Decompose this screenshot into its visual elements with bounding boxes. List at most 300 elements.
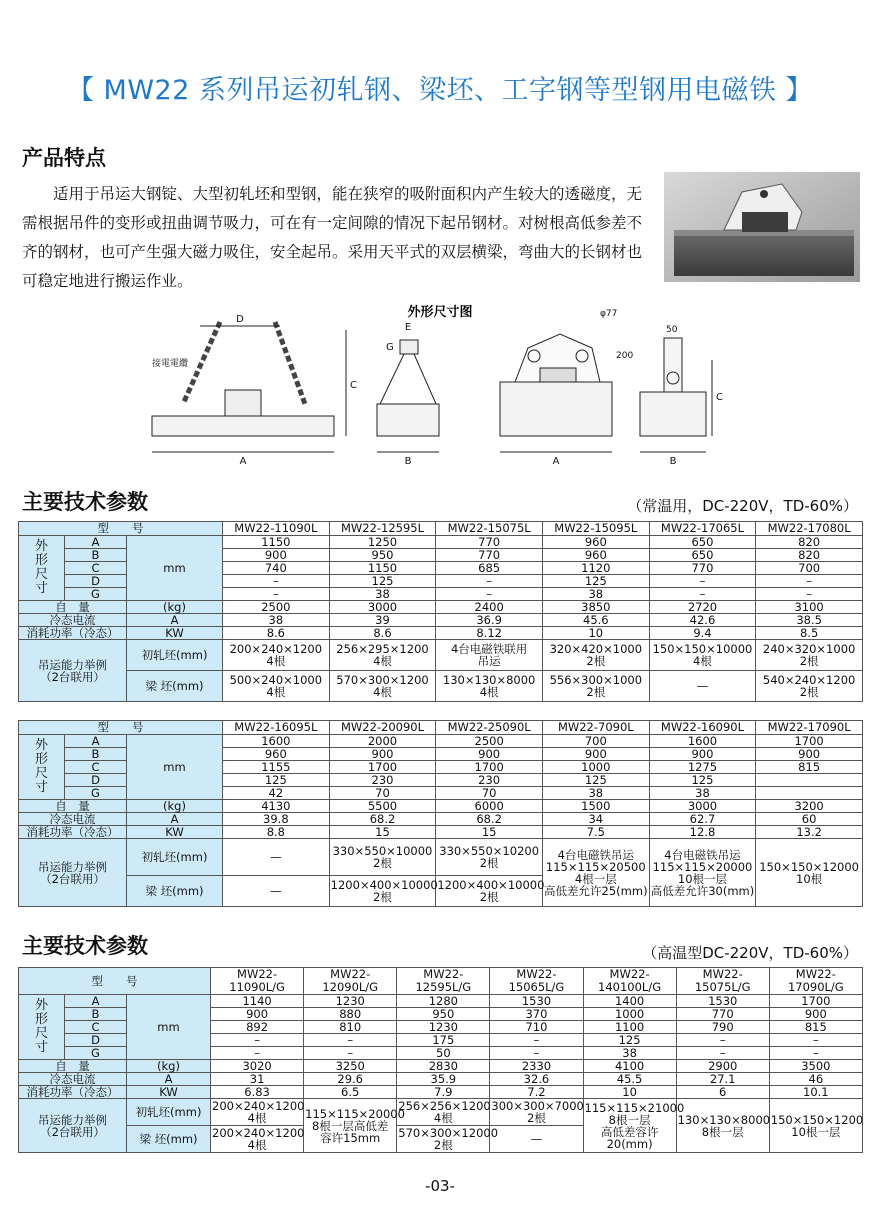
label-a-1: A: [239, 456, 247, 467]
cell: 38: [583, 1047, 676, 1060]
cell: 2830: [397, 1060, 490, 1073]
cell: 13.2: [756, 826, 863, 839]
cell: 31: [211, 1073, 304, 1086]
cell: 1230: [397, 1021, 490, 1034]
cell: 34: [542, 813, 649, 826]
label-c-2: C: [716, 392, 723, 403]
lift-cell: 115×115×20000 8根一层高低差 容许15mm: [304, 1099, 397, 1153]
dims-label: 外形尺寸: [19, 995, 65, 1060]
cell: 3200: [756, 800, 863, 813]
table-row: [19, 826, 863, 839]
cell: 50: [397, 1047, 490, 1060]
cell: 1000: [542, 761, 649, 774]
cell: [756, 787, 863, 800]
cell: 42.6: [649, 614, 756, 627]
cell: 710: [490, 1021, 583, 1034]
current-unit: A: [127, 614, 223, 627]
lift-cell: [542, 839, 649, 907]
cell: –: [769, 1047, 862, 1060]
cell: 1700: [329, 761, 436, 774]
cell: 685: [436, 562, 543, 575]
lifting-label: 吊运能力举例（2台联用）: [19, 839, 127, 907]
cell: 29.6: [304, 1073, 397, 1086]
cell: 32.6: [490, 1073, 583, 1086]
cell: 1140: [211, 995, 304, 1008]
current-label: 冷态电流: [19, 1073, 127, 1086]
lift-cell: 240×320×1000 2根: [756, 640, 863, 671]
dim-row-label: A: [65, 536, 127, 549]
section2-condition: （高温型DC-220V，TD-60%）: [642, 944, 858, 962]
table-row: [19, 522, 863, 536]
dim-row-label: C: [65, 562, 127, 575]
cable-label: 接電電纜: [152, 359, 189, 369]
cell: 2900: [676, 1060, 769, 1073]
model-cell: MW22-16090L: [649, 721, 756, 735]
cell: 1530: [490, 995, 583, 1008]
cell: 9.4: [649, 627, 756, 640]
table-row: [19, 671, 863, 702]
cell: –: [769, 1034, 862, 1047]
cell: 900: [769, 1008, 862, 1021]
model-cell: MW22-140100L/G: [583, 968, 676, 995]
features-text: [22, 180, 650, 296]
cell: 3100: [756, 601, 863, 614]
lift-cell: 540×240×1200 2根: [756, 671, 863, 702]
page-title: 【 MW22 系列吊运初轧钢、梁坯、工字钢等型钢用电磁铁 】: [66, 75, 814, 106]
cell: 10: [542, 627, 649, 640]
label-b-2: B: [669, 456, 677, 467]
cell: 8.8: [223, 826, 330, 839]
dims-unit: mm: [127, 536, 223, 601]
section2-heading: 主要技术参数: [22, 934, 148, 958]
lift-cell: 330×550×10200 2根: [436, 839, 543, 876]
label-d: D: [236, 314, 244, 325]
dim-row-label: A: [65, 995, 127, 1008]
model-cell: MW22-20090L: [329, 721, 436, 735]
cell: 1100: [583, 1021, 676, 1034]
cell: 45.6: [542, 614, 649, 627]
cell: 900: [649, 748, 756, 761]
cell: 3000: [329, 601, 436, 614]
cell: 960: [223, 748, 330, 761]
dims-label: 外形尺寸: [19, 735, 65, 800]
cell: 1155: [223, 761, 330, 774]
model-cell: MW22-17090L/G: [769, 968, 862, 995]
power-label: 消耗功率（冷态）: [19, 627, 127, 640]
current-unit: A: [127, 813, 223, 826]
cell: 38: [223, 614, 330, 627]
table-row: [19, 995, 863, 1008]
cell: 1250: [329, 536, 436, 549]
dims-label: 外形尺寸: [19, 536, 65, 601]
dim-phi77: φ77: [600, 309, 618, 319]
cell: 230: [329, 774, 436, 787]
dims-unit: mm: [127, 735, 223, 800]
table-row: [19, 735, 863, 748]
weight-unit: (kg): [127, 1060, 211, 1073]
cell: 770: [436, 549, 543, 562]
cell: 1230: [304, 995, 397, 1008]
label-b-1: B: [404, 456, 412, 467]
model-cell: MW22-12090L/G: [304, 968, 397, 995]
cell: 820: [756, 536, 863, 549]
drawings-title: 外形尺寸图: [407, 305, 473, 320]
table-row: [19, 614, 863, 627]
cell: 2330: [490, 1060, 583, 1073]
lift-lines: 高低差允许30(mm): [650, 883, 755, 898]
cell: 790: [676, 1021, 769, 1034]
lift-cell: 1200×400×10000 2根: [436, 876, 543, 907]
current-unit: A: [127, 1073, 211, 1086]
cell: –: [756, 588, 863, 601]
table-row: [19, 601, 863, 614]
lift-cell: 150×150×10000 4根: [649, 640, 756, 671]
cell: –: [223, 588, 330, 601]
dim-row-label: B: [65, 549, 127, 562]
cell: 3020: [211, 1060, 304, 1073]
cell: 900: [211, 1008, 304, 1021]
cell: 7.9: [397, 1086, 490, 1099]
cell: 68.2: [329, 813, 436, 826]
table-row: [19, 1060, 863, 1073]
weight-unit: (kg): [127, 601, 223, 614]
cell: 10: [583, 1086, 676, 1099]
lift-cell: —: [223, 839, 330, 876]
cell: –: [490, 1034, 583, 1047]
lift-lines: 高低差允许25(mm): [544, 883, 648, 898]
lift-cell: 115×115×21000 8根一层 高低差容许20(mm): [584, 1100, 685, 1151]
lift-cell: 1200×400×10000 2根: [329, 876, 436, 907]
power-label: 消耗功率（冷态）: [19, 1086, 127, 1099]
cell: 6000: [436, 800, 543, 813]
dims-unit: mm: [127, 995, 211, 1060]
model-cell: MW22-17080L: [756, 522, 863, 536]
cell: 892: [211, 1021, 304, 1034]
features-paragraph: 适用于吊运大钢锭、大型初轧坯和型钢，能在狭窄的吸附面积内产生较大的透磁度，无需根据吊件的变形或扭曲调节吸力，可在有一定间隙的情况下起吊钢材。对树根高低参差不齐的钢材，也可产生强大磁力吸住，安全起吊。采用天平式的双层横梁，弯曲大的长钢材也可稳定地进行搬运作业。: [22, 185, 643, 290]
cell: 68.2: [436, 813, 543, 826]
cell: 38: [329, 588, 436, 601]
lift-cell: 570×300×1200 4根: [329, 671, 436, 702]
current-label: 冷态电流: [19, 614, 127, 627]
lift-cell: 4台电磁铁联用 吊运: [436, 640, 543, 671]
cell: 900: [436, 748, 543, 761]
dim-row-label: B: [65, 748, 127, 761]
cell: 1500: [542, 800, 649, 813]
cell: –: [676, 1034, 769, 1047]
lift-cell: —: [649, 671, 756, 702]
dim-50: 50: [666, 325, 678, 335]
cell: 8.6: [223, 627, 330, 640]
model-cell: MW22-17090L: [756, 721, 863, 735]
cell: 960: [542, 549, 649, 562]
cell: 6.5: [304, 1086, 397, 1099]
lift-cell: 500×240×1000 4根: [223, 671, 330, 702]
lift-cell: —: [223, 876, 330, 907]
table-row: [19, 813, 863, 826]
cell: 650: [649, 536, 756, 549]
cell: 125: [542, 774, 649, 787]
dim-row-label: D: [65, 774, 127, 787]
model-label: 型 号: [19, 968, 211, 995]
cell: 1600: [223, 735, 330, 748]
cell: 3500: [769, 1060, 862, 1073]
cell: 900: [223, 549, 330, 562]
section1-heading: 主要技术参数: [22, 490, 148, 514]
cell: 1120: [542, 562, 649, 575]
current-label: 冷态电流: [19, 813, 127, 826]
cell: 1600: [649, 735, 756, 748]
dim-200: 200: [616, 351, 634, 361]
cell: 125: [329, 575, 436, 588]
power-unit: KW: [127, 1086, 211, 1099]
cell: 770: [649, 562, 756, 575]
model-label: 型 号: [19, 721, 223, 735]
cell: 1150: [223, 536, 330, 549]
lifting-label: 吊运能力举例（2台联用）: [19, 640, 127, 702]
lift-cell: 300×300×7000 2根: [491, 1099, 584, 1125]
lifting-label: 吊运能力举例（2台联用）: [19, 1099, 127, 1153]
cell: 810: [304, 1021, 397, 1034]
cell: 1000: [583, 1008, 676, 1021]
cell: –: [436, 588, 543, 601]
cell: –: [304, 1034, 397, 1047]
lift-cell: [649, 839, 756, 907]
cell: 4130: [223, 800, 330, 813]
dim-row-label: D: [65, 1034, 127, 1047]
cell: 8.12: [436, 627, 543, 640]
cell: 1700: [769, 995, 862, 1008]
cell: 3000: [649, 800, 756, 813]
beam-label: 梁 坯(mm): [127, 876, 223, 907]
cell: 15: [329, 826, 436, 839]
cell: 880: [304, 1008, 397, 1021]
lift-cell: 200×240×1200 4根: [212, 1099, 305, 1125]
lift-cell: 150×150×12000 10根: [756, 839, 863, 907]
cell: 1275: [649, 761, 756, 774]
cell: 900: [542, 748, 649, 761]
table-row: [19, 1086, 863, 1099]
cell: 2500: [223, 601, 330, 614]
model-cell: MW22-25090L: [436, 721, 543, 735]
cell: 960: [542, 536, 649, 549]
cell: –: [436, 575, 543, 588]
dim-row-label: D: [65, 575, 127, 588]
label-c-1: C: [350, 380, 357, 391]
dim-row-label: B: [65, 1008, 127, 1021]
cell: 42: [223, 787, 330, 800]
dim-row-label: C: [65, 761, 127, 774]
page-number: -03-: [425, 1177, 455, 1195]
cell: 38.5: [756, 614, 863, 627]
section1-condition: （常温用，DC-220V，TD-60%）: [627, 497, 858, 515]
cell: 1150: [329, 562, 436, 575]
cell: 1700: [756, 735, 863, 748]
cell: –: [223, 575, 330, 588]
table-row: [19, 839, 863, 876]
beam-label: 梁 坯(mm): [127, 671, 223, 702]
billet-label: 初轧坯(mm): [127, 839, 223, 876]
cell: 6: [676, 1086, 769, 1099]
cell: 2000: [329, 735, 436, 748]
spec-table-2: [18, 720, 863, 907]
dim-row-label: G: [65, 588, 127, 601]
cell: 36.9: [436, 614, 543, 627]
cell: 230: [436, 774, 543, 787]
cell: 815: [769, 1021, 862, 1034]
cell: 46: [769, 1073, 862, 1086]
weight-label: 自 量: [19, 1060, 127, 1073]
table-row: [19, 640, 863, 671]
lift-cell: —: [490, 1126, 583, 1153]
dim-row-label: G: [65, 1047, 127, 1060]
cell: 370: [490, 1008, 583, 1021]
table-row: [19, 721, 863, 735]
cell: 700: [542, 735, 649, 748]
model-cell: MW22-11090L: [223, 522, 330, 536]
cell: 1530: [676, 995, 769, 1008]
power-unit: KW: [127, 627, 223, 640]
model-cell: MW22-15075L/G: [676, 968, 769, 995]
dim-row-label: G: [65, 787, 127, 800]
cell: 8.5: [756, 627, 863, 640]
spec-table-3: [18, 967, 863, 1153]
billet-label: 初轧坯(mm): [127, 640, 223, 671]
cell: 770: [436, 536, 543, 549]
cell: 815: [756, 761, 863, 774]
cell: 950: [329, 549, 436, 562]
cell: 1700: [436, 761, 543, 774]
lift-cell: 556×300×1000 2根: [542, 671, 649, 702]
lift-lines: 4台电磁铁吊运 115×115×20000 10根一层: [652, 847, 753, 886]
cell: 770: [676, 1008, 769, 1021]
cell: 62.7: [649, 813, 756, 826]
cell: 3250: [304, 1060, 397, 1073]
table-row: [19, 800, 863, 813]
features-heading: 产品特点: [22, 146, 106, 170]
cell: 39.8: [223, 813, 330, 826]
lift-lines: 4台电磁铁吊运 115×115×20500 4根一层: [545, 847, 646, 886]
model-cell: MW22-7090L: [542, 721, 649, 735]
cell: –: [649, 575, 756, 588]
beam-label: 梁 坯(mm): [127, 1126, 211, 1153]
cell: 700: [756, 562, 863, 575]
weight-label: 自 量: [19, 601, 127, 614]
cell: 125: [649, 774, 756, 787]
cell: 60: [756, 813, 863, 826]
model-cell: MW22-15095L: [542, 522, 649, 536]
model-cell: MW22-12595L/G: [397, 968, 490, 995]
weight-label: 自 量: [19, 800, 127, 813]
model-cell: MW22-15065L/G: [490, 968, 583, 995]
cell: 35.9: [397, 1073, 490, 1086]
dim-row-label: C: [65, 1021, 127, 1034]
cell: 740: [223, 562, 330, 575]
cell: 4100: [583, 1060, 676, 1073]
model-cell: MW22-12595L: [329, 522, 436, 536]
spec-table-1: [18, 521, 863, 702]
cell: [756, 774, 863, 787]
cell: 15: [436, 826, 543, 839]
cell: –: [304, 1047, 397, 1060]
cell: 2400: [436, 601, 543, 614]
cell: 125: [542, 575, 649, 588]
cell: 1280: [397, 995, 490, 1008]
table-row: [19, 627, 863, 640]
cell: 3850: [542, 601, 649, 614]
billet-label: 初轧坯(mm): [127, 1099, 211, 1126]
cell: 650: [649, 549, 756, 562]
lift-cell: 150×150×1200 10根一层: [769, 1099, 862, 1153]
cell: 900: [329, 748, 436, 761]
lift-cell: 130×130×8000 4根: [436, 671, 543, 702]
cell: 1400: [583, 995, 676, 1008]
dimension-drawings: [0, 300, 880, 480]
product-photo: [664, 172, 860, 282]
cell: 820: [756, 549, 863, 562]
cell: –: [676, 1047, 769, 1060]
cell: 125: [583, 1034, 676, 1047]
cell: –: [211, 1034, 304, 1047]
cell: 2500: [436, 735, 543, 748]
weight-unit: (kg): [127, 800, 223, 813]
label-a-2: A: [552, 456, 560, 467]
cell: 27.1: [676, 1073, 769, 1086]
cell: 900: [756, 748, 863, 761]
model-label: 型 号: [19, 522, 223, 536]
cell: 70: [329, 787, 436, 800]
model-cell: MW22-11090L/G: [211, 968, 304, 995]
power-unit: KW: [127, 826, 223, 839]
power-label: 消耗功率（冷态）: [19, 826, 127, 839]
label-g: G: [386, 342, 394, 353]
lift-cell: 130×130×8000 8根一层: [676, 1099, 769, 1153]
lift-cell: 200×240×1200 4根: [223, 640, 330, 671]
cell: –: [649, 588, 756, 601]
cell: 5500: [329, 800, 436, 813]
cell: 38: [542, 787, 649, 800]
cell: 45.5: [583, 1073, 676, 1086]
lift-cell: 570×300×12000 2根: [398, 1126, 499, 1152]
cell: 7.2: [490, 1086, 583, 1099]
lift-cell: 320×420×1000 2根: [542, 640, 649, 671]
cell: 70: [436, 787, 543, 800]
model-cell: MW22-15075L: [436, 522, 543, 536]
lift-cell: 256×256×1200 4根: [398, 1099, 491, 1125]
cell: –: [490, 1047, 583, 1060]
table-row: [19, 1099, 863, 1126]
lift-cell: 330×550×10000 2根: [329, 839, 436, 876]
lift-cell: 256×295×1200 4根: [329, 640, 436, 671]
cell: –: [211, 1047, 304, 1060]
lift-cell: 200×240×1200 4根: [212, 1126, 305, 1152]
cell: 10.1: [769, 1086, 862, 1099]
cell: 12.8: [649, 826, 756, 839]
model-cell: MW22-16095L: [223, 721, 330, 735]
cell: 7.5: [542, 826, 649, 839]
model-cell: MW22-17065L: [649, 522, 756, 536]
cell: 125: [223, 774, 330, 787]
cell: –: [756, 575, 863, 588]
dim-row-label: A: [65, 735, 127, 748]
table-row: [19, 1073, 863, 1086]
table-row: [19, 968, 863, 995]
cell: 8.6: [329, 627, 436, 640]
cell: 38: [542, 588, 649, 601]
label-e: E: [404, 322, 412, 333]
table-row: [19, 536, 863, 549]
cell: 2720: [649, 601, 756, 614]
cell: 175: [397, 1034, 490, 1047]
